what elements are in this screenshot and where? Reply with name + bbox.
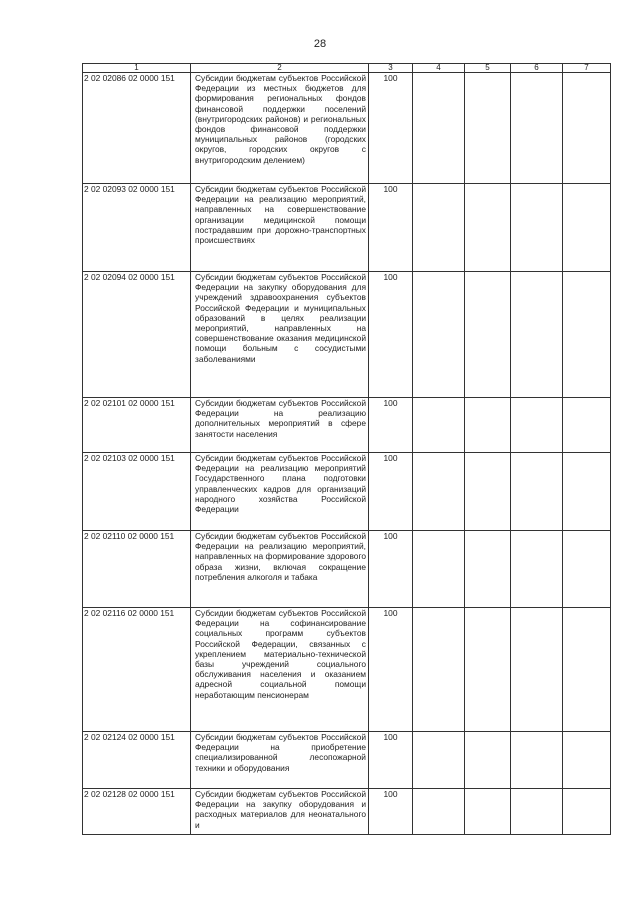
column-header: 7 <box>563 64 611 73</box>
empty-cell <box>511 531 563 608</box>
empty-cell <box>465 453 511 531</box>
value-cell: 100 <box>369 608 413 732</box>
value-cell: 100 <box>369 184 413 272</box>
empty-cell <box>465 789 511 835</box>
empty-cell <box>563 732 611 789</box>
empty-cell <box>563 453 611 531</box>
table-row <box>83 73 611 184</box>
value-cell: 100 <box>369 531 413 608</box>
empty-cell <box>465 608 511 732</box>
empty-cell <box>413 184 465 272</box>
value-cell: 100 <box>369 789 413 835</box>
budget-code: 2 02 02093 02 0000 151 <box>83 184 191 272</box>
description: Субсидии бюджетам субъектов Российской Федерации на реализацию мероприятий, направленных на формирование здорового образа жизни, включая сокращение потребления алкоголя и табака <box>191 531 369 608</box>
column-header: 1 <box>83 64 191 73</box>
empty-cell <box>563 184 611 272</box>
value-cell: 100 <box>369 73 413 184</box>
value-cell: 100 <box>369 272 413 398</box>
table-row <box>83 272 611 398</box>
empty-cell <box>511 184 563 272</box>
table-row <box>83 608 611 732</box>
empty-cell <box>563 73 611 184</box>
empty-cell <box>511 272 563 398</box>
empty-cell <box>413 398 465 453</box>
description: Субсидии бюджетам субъектов Российской Федерации на закупку оборудования и расходных материалов для неонатального и <box>191 789 369 835</box>
empty-cell <box>511 398 563 453</box>
value-cell: 100 <box>369 398 413 453</box>
description: Субсидии бюджетам субъектов Российской Федерации из местных бюджетов для формирования региональных фондов финансовой поддержки поселений (внутригородских районов) и региональных фондов финансовой поддержки муниципальных районов (городских округов, городских округов с внутригородским делением) <box>191 73 369 184</box>
empty-cell <box>563 608 611 732</box>
empty-cell <box>563 272 611 398</box>
empty-cell <box>465 73 511 184</box>
empty-cell <box>563 789 611 835</box>
empty-cell <box>465 398 511 453</box>
budget-code: 2 02 02110 02 0000 151 <box>83 531 191 608</box>
empty-cell <box>465 732 511 789</box>
budget-code: 2 02 02101 02 0000 151 <box>83 398 191 453</box>
table-row <box>83 398 611 453</box>
empty-cell <box>413 73 465 184</box>
empty-cell <box>413 531 465 608</box>
budget-code: 2 02 02116 02 0000 151 <box>83 608 191 732</box>
description: Субсидии бюджетам субъектов Российской Федерации на софинансирование социальных программ субъектов Российской Федерации, связанных с укреплением материально-технической базы учреждений социального обслуживания населения и оказанием адресной социальной помощи неработающим пенсионерам <box>191 608 369 732</box>
header-row <box>83 64 611 73</box>
empty-cell <box>563 398 611 453</box>
budget-code: 2 02 02094 02 0000 151 <box>83 272 191 398</box>
description: Субсидии бюджетам субъектов Российской Федерации на реализацию мероприятий Государственного плана подготовки управленческих кадров для организаций народного хозяйства Российской Федерации <box>191 453 369 531</box>
empty-cell <box>413 453 465 531</box>
budget-code: 2 02 02086 02 0000 151 <box>83 73 191 184</box>
empty-cell <box>511 73 563 184</box>
description: Субсидии бюджетам субъектов Российской Федерации на реализацию мероприятий, направленных на совершенствование организации медицинской помощи пострадавшим при дорожно-транспортных происшествиях <box>191 184 369 272</box>
table-row <box>83 184 611 272</box>
description: Субсидии бюджетам субъектов Российской Федерации на приобретение специализированной лесопожарной техники и оборудования <box>191 732 369 789</box>
empty-cell <box>413 732 465 789</box>
empty-cell <box>465 272 511 398</box>
table-row <box>83 531 611 608</box>
budget-code: 2 02 02128 02 0000 151 <box>83 789 191 835</box>
empty-cell <box>511 453 563 531</box>
description: Субсидии бюджетам субъектов Российской Федерации на закупку оборудования для учреждений здравоохранения субъектов Российской Федерации и муниципальных образований в целях реализации мероприятий, направленных на совершенствование оказания медицинской помощи больным с сосудистыми заболеваниями <box>191 272 369 398</box>
budget-code: 2 02 02124 02 0000 151 <box>83 732 191 789</box>
column-header: 2 <box>191 64 369 73</box>
table-row <box>83 453 611 531</box>
empty-cell <box>511 608 563 732</box>
value-cell: 100 <box>369 732 413 789</box>
empty-cell <box>465 184 511 272</box>
empty-cell <box>413 789 465 835</box>
table-row <box>83 732 611 789</box>
description: Субсидии бюджетам субъектов Российской Федерации на реализацию дополнительных мероприятий в сфере занятости населения <box>191 398 369 453</box>
column-header: 3 <box>369 64 413 73</box>
empty-cell <box>511 732 563 789</box>
value-cell: 100 <box>369 453 413 531</box>
empty-cell <box>563 531 611 608</box>
empty-cell <box>465 531 511 608</box>
column-header: 6 <box>511 64 563 73</box>
empty-cell <box>413 608 465 732</box>
column-header: 5 <box>465 64 511 73</box>
budget-table <box>82 63 611 835</box>
table-row <box>83 789 611 835</box>
empty-cell <box>511 789 563 835</box>
page-number: 28 <box>313 38 327 50</box>
empty-cell <box>413 272 465 398</box>
budget-code: 2 02 02103 02 0000 151 <box>83 453 191 531</box>
column-header: 4 <box>413 64 465 73</box>
